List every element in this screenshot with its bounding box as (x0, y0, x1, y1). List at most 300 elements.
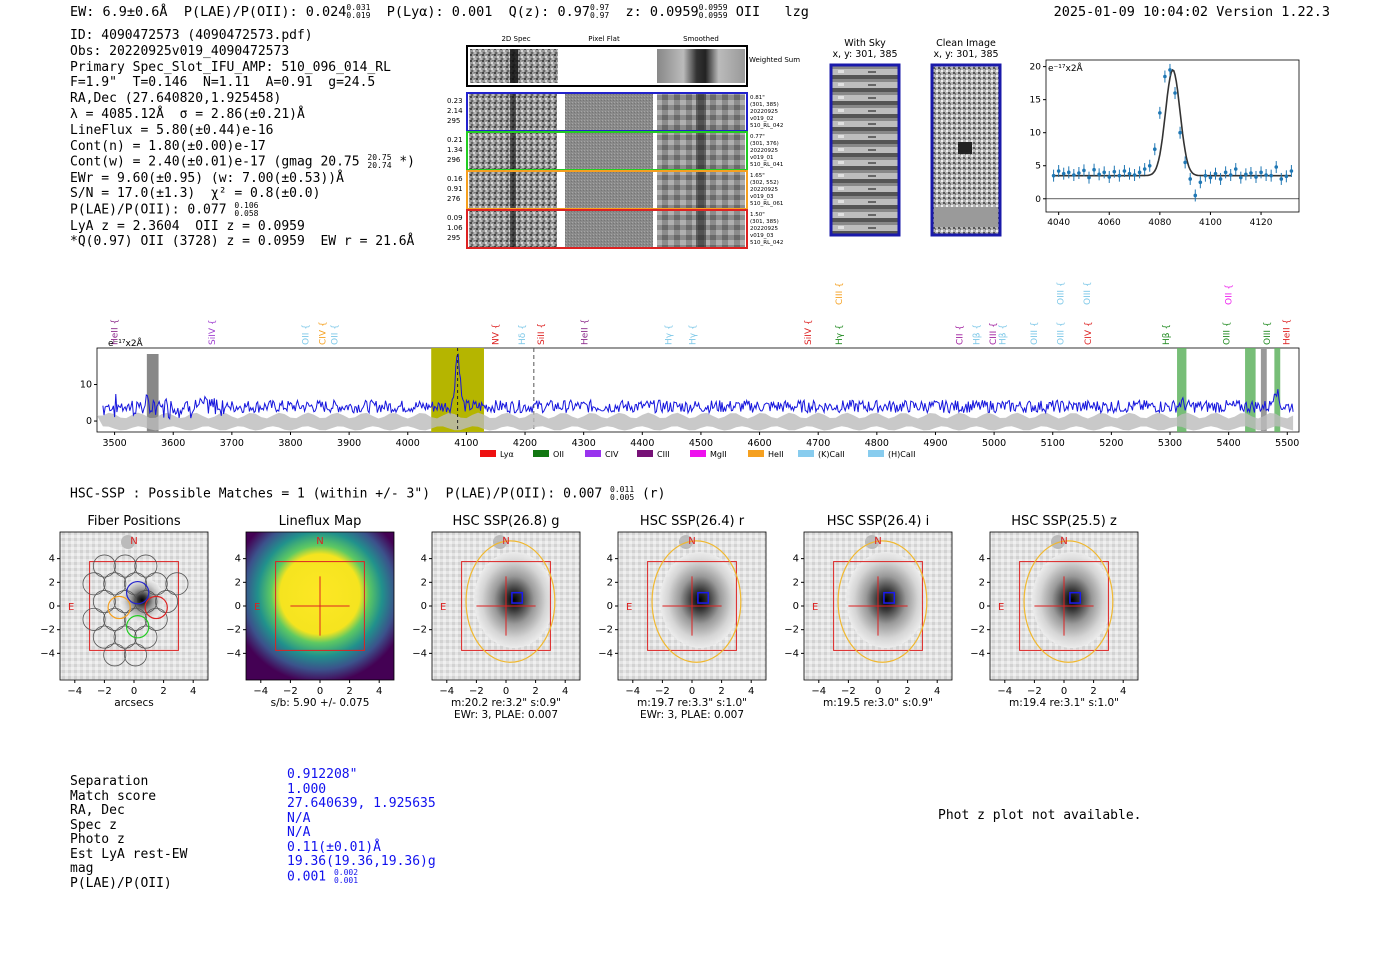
hsc-ytick-label: 4 (606, 553, 613, 565)
plae-line: P(LAE)/P(OII): 0.077 0.106 0.058 (70, 201, 259, 219)
hsc-xtick-label: 0 (1060, 686, 1068, 697)
legend-swatch (748, 450, 764, 457)
spec-xtick-label: 5100 (1040, 438, 1065, 449)
compass-n: N (874, 536, 882, 547)
match-value: 1.000 (287, 781, 327, 797)
cutout-left-label: 0.21 (447, 136, 463, 144)
match-value: 0.001 0.002 0.001 (287, 867, 359, 885)
fit-point (1178, 131, 1182, 135)
spectra-cutouts (440, 30, 800, 255)
spectral-line-label: Hγ { (688, 324, 699, 345)
spec-xtick-label: 4300 (571, 438, 596, 449)
spectral-line-label: OIII { (1222, 321, 1233, 345)
legend-swatch (690, 450, 706, 457)
fit-point (1077, 171, 1081, 175)
hsc-xtick-label: −4 (253, 686, 269, 697)
hsc-xtick-label: −2 (1027, 686, 1042, 697)
hsc-xtick-label: −2 (469, 686, 484, 697)
fit-ytick-label: 0 (1035, 194, 1041, 205)
hsc-xlabel: s/b: 5.90 +/- 0.075 (270, 697, 370, 709)
hsc-xtick-label: −4 (997, 686, 1013, 697)
hsc-xlabel: m:20.2 re:3.2" s:0.9" (451, 697, 561, 709)
fit-ytick-label: 5 (1035, 161, 1041, 172)
contn-line: Cont(n) = 1.80(±0.00)e-17 (70, 138, 266, 154)
hsc-panel-title: HSC SSP(25.5) z (1011, 514, 1117, 529)
cutout-2d-line (510, 211, 516, 247)
cutout-right-label: 510_RL_042 (750, 240, 784, 246)
fit-ytick-label: 20 (1029, 62, 1041, 73)
fit-point (1113, 170, 1117, 174)
spectral-line-label: SiIV { (803, 319, 814, 345)
fit-point (1259, 171, 1263, 175)
hsc-panel-title: HSC SSP(26.4) r (639, 514, 745, 529)
q-line: *Q(0.97) OII (3728) z = 0.0959 EW r = 21.6Å (70, 234, 415, 250)
fit-ytick-label: 10 (1029, 128, 1041, 139)
cutout-left-label: 295 (447, 234, 461, 242)
spec-xtick-label: 4500 (688, 438, 714, 449)
cutout-flat (565, 211, 653, 247)
cutout-smooth-line (696, 133, 706, 169)
spectral-line-label: HeII { (110, 318, 121, 345)
compass-n: N (688, 536, 696, 547)
hsc-xtick-label: −2 (97, 686, 112, 697)
lambda-line: λ = 4085.12Å σ = 2.86(±0.21)Å (70, 106, 305, 122)
legend-swatch (868, 450, 884, 457)
cutout-right-label: (301, 385) (750, 219, 779, 225)
detection-info (70, 28, 415, 250)
fit-point (1199, 180, 1203, 184)
fit-point (1214, 172, 1218, 176)
compass-e: E (812, 602, 819, 613)
spectral-line-label: OIII { (1056, 321, 1067, 345)
spec-xtick-label: 4200 (512, 438, 538, 449)
hsc-ytick-label: 0 (234, 601, 241, 612)
fit-point (1102, 171, 1106, 175)
spectral-line-label: NV { (491, 323, 502, 345)
hsc-panel (40, 514, 208, 709)
hsc-ytick-label: −2 (784, 624, 799, 636)
spectral-line-label: Hβ { (998, 323, 1009, 345)
spec-ytick-label: 10 (79, 379, 92, 391)
legend-label: (K)CaII (818, 450, 845, 459)
with-sky-title: With Sky x, y: 301, 385 (832, 38, 898, 60)
cutout-flat (565, 94, 653, 130)
hsc-ytick-label: 4 (792, 553, 799, 565)
spectral-line-label: OII { (330, 324, 341, 345)
fit-point (1148, 164, 1152, 168)
spectral-line-label: SiII { (537, 322, 548, 345)
match-value: 27.640639, 1.925635 (287, 796, 436, 811)
sn-line: S/N = 17.0(±1.3) χ² = 0.8(±0.0) (70, 186, 321, 202)
match-value: 0.912208" (287, 767, 358, 782)
galaxy-blob (846, 552, 926, 648)
cutout-right-label: 20220925 (750, 148, 778, 154)
compass-e: E (68, 602, 75, 613)
fit-point (1193, 194, 1197, 198)
hsc-caption: EWr: 3, PLAE: 0.007 (639, 709, 745, 721)
legend-swatch (533, 450, 549, 457)
cutout-flat (565, 172, 653, 208)
hsc-panel (226, 514, 394, 709)
hsc-ytick-label: −4 (598, 648, 613, 660)
legend-swatch (585, 450, 601, 457)
weighted-sum-label: Weighted Sum (749, 56, 801, 64)
spectral-line-label: Hγ { (664, 324, 675, 345)
lineflux-line: LineFlux = 5.80(±0.44)e-16 (70, 122, 274, 138)
timestamp-version: 2025-01-09 10:04:02 Version 1.22.3 (1053, 4, 1330, 20)
fit-point (1153, 147, 1157, 151)
fit-point (1062, 172, 1066, 176)
hsc-ytick-label: 2 (606, 577, 613, 589)
cutout-left-label: 2.14 (447, 107, 463, 115)
fit-xtick-label: 4040 (1047, 218, 1071, 228)
match-label: Photo z (70, 832, 125, 847)
hsc-ytick-label: 4 (420, 553, 427, 565)
fit-point (1133, 173, 1137, 177)
hsc-panel (784, 514, 952, 709)
fit-point (1168, 68, 1172, 72)
hsc-ytick-label: −2 (412, 624, 427, 636)
hsc-xtick-label: −4 (625, 686, 641, 697)
spectral-line-label: OIII { (1029, 321, 1040, 345)
compass-n: N (316, 536, 324, 547)
spectral-line-label: OII { (301, 324, 312, 345)
spectral-line-label: SiIV { (207, 319, 218, 345)
spectral-line-label: Hγ { (835, 324, 846, 345)
spectral-line-label: Hβ { (1162, 323, 1173, 345)
hsc-ytick-label: −2 (598, 624, 613, 636)
hsc-caption: EWr: 3, PLAE: 0.007 (453, 709, 559, 721)
spec-xtick-label: 5500 (1275, 438, 1300, 449)
hsc-xtick-label: 4 (934, 686, 941, 697)
full-spectrum-chart (70, 275, 1310, 465)
spectral-line-label: HeII { (580, 318, 591, 345)
cutout-right-label: (301, 376) (750, 141, 779, 147)
match-value: 0.11(±0.01)Å (287, 839, 381, 855)
fit-point (1269, 174, 1273, 178)
cutout-right-label: 20220925 (750, 187, 778, 193)
hsc-panel (598, 514, 766, 721)
cutout-right-label: v019_03 (750, 233, 774, 239)
hsc-panel (970, 514, 1138, 709)
spectral-line-label: HeII { (1282, 318, 1293, 345)
hsc-xlabel: m:19.5 re:3.0" s:0.9" (823, 697, 933, 709)
hsc-xtick-label: 2 (718, 686, 725, 697)
cutout-left-label: 0.91 (447, 185, 463, 193)
clean-image-title: Clean Image x, y: 301, 385 (933, 38, 999, 60)
match-label: Spec z (70, 817, 117, 833)
cutout-2d-line (510, 172, 516, 208)
fit-point (1279, 177, 1283, 181)
hsc-ytick-label: 2 (420, 577, 427, 589)
cutout-right-label: 510_RL_041 (750, 162, 784, 168)
fit-point (1274, 165, 1278, 169)
hsc-ytick-label: −2 (226, 624, 241, 636)
cutout-right-label: v019_02 (750, 116, 774, 122)
hsc-xtick-label: −2 (841, 686, 856, 697)
cutout-left-label: 295 (447, 117, 461, 125)
spec-xtick-label: 5200 (1099, 438, 1124, 449)
legend-swatch (637, 450, 653, 457)
hsc-xtick-label: −2 (655, 686, 670, 697)
fit-point (1158, 111, 1162, 115)
hsc-xtick-label: 4 (562, 686, 569, 697)
spectral-line-label: Hδ { (517, 324, 528, 345)
legend-label: (H)CaII (888, 450, 916, 459)
hsc-xtick-label: 0 (316, 686, 324, 697)
col-title-flat: Pixel Flat (588, 35, 620, 43)
hsc-ytick-label: 2 (48, 577, 55, 589)
fit-xtick-label: 4080 (1148, 218, 1172, 228)
cutout-smooth-line (696, 211, 706, 247)
spectral-line-label: CII { (955, 324, 966, 345)
obs-line: Obs: 20220925v019_4090472573 (70, 43, 290, 59)
hsc-xtick-label: 2 (346, 686, 353, 697)
contw-line: Cont(w) = 2.40(±0.01)e-17 (gmag 20.75 20.75 20.74 *) (70, 153, 415, 171)
spec-xtick-label: 5400 (1216, 438, 1241, 449)
legend-label: CIV (605, 450, 619, 459)
hsc-ytick-label: 2 (792, 577, 799, 589)
fit-point (1183, 161, 1187, 165)
spec-xtick-label: 5000 (982, 438, 1007, 449)
match-label: Match score (70, 788, 157, 804)
cutout-smooth-line (696, 172, 706, 208)
hsc-xtick-label: −4 (811, 686, 827, 697)
match-label: Est LyA rest-EW (70, 846, 188, 862)
col-title-2d: 2D Spec (501, 35, 531, 43)
fit-point (1204, 174, 1208, 178)
lya-z-line: LyA z = 2.3604 OII z = 0.0959 (70, 218, 305, 234)
cutout-left-label: 0.16 (447, 175, 463, 183)
fit-point (1082, 169, 1086, 173)
hsc-ytick-label: 0 (420, 601, 427, 612)
legend-label: OII (553, 450, 565, 459)
spec-xtick-label: 4800 (864, 438, 889, 449)
hsc-xtick-label: 0 (688, 686, 696, 697)
cutout-right-label: 0.81" (750, 95, 765, 101)
hsc-ytick-label: 2 (234, 577, 241, 589)
match-label: RA, Dec (70, 803, 125, 818)
fit-point (1057, 169, 1061, 173)
summary-header: EW: 6.9±0.6Å P(LAE)/P(OII): 0.0240.031 0.019 P(Lyα): 0.001 Q(z): 0.970.97 0.97 z: 0.09590.0959 0.0959 OII lzg (70, 3, 809, 20)
spec-ytick-label: 0 (85, 416, 92, 428)
hsc-xtick-label: −2 (283, 686, 298, 697)
legend-label: MgII (710, 450, 727, 459)
fit-point (1249, 171, 1253, 175)
fit-point (1087, 176, 1091, 180)
compass-n: N (502, 536, 510, 547)
galaxy-blob (1032, 552, 1112, 648)
cutout-left-label: 276 (447, 195, 461, 203)
fit-point (1092, 168, 1096, 172)
spec-xtick-label: 5300 (1157, 438, 1183, 449)
cutout-right-label: 1.65" (750, 173, 765, 179)
fit-point (1067, 171, 1071, 175)
hsc-ytick-label: −4 (970, 648, 985, 660)
spec-xtick-label: 4900 (923, 438, 948, 449)
id-line: ID: 4090472573 (4090472573.pdf) (70, 28, 313, 43)
spectral-line-label: OII { (1224, 284, 1235, 305)
fit-point (1118, 174, 1122, 178)
cutout-right-label: 510_RL_061 (750, 201, 784, 207)
radec-line: RA,Dec (27.640820,1.925458) (70, 91, 282, 107)
spec-xtick-label: 4000 (395, 438, 420, 449)
line-fit-chart (1026, 55, 1306, 235)
hsc-panel-title: Lineflux Map (278, 514, 362, 529)
cutout-2d-line (510, 133, 516, 169)
params-line: F=1.9" T=0.146 N=1.11 A=0.91 g=24.5 (70, 75, 376, 91)
sky-images (828, 62, 1008, 238)
fit-point (1097, 173, 1101, 177)
legend-label: CIII (657, 450, 670, 459)
hsc-ytick-label: −2 (40, 624, 55, 636)
cutout-left-label: 296 (447, 156, 461, 164)
hsc-xtick-label: 4 (376, 686, 383, 697)
fit-point (1123, 169, 1127, 173)
match-label: mag (70, 861, 94, 876)
fit-point (1239, 176, 1243, 180)
hsc-ytick-label: −4 (412, 648, 427, 660)
cutout-right-label: 1.50" (750, 212, 765, 218)
hsc-xtick-label: 0 (502, 686, 510, 697)
match-label: P(LAE)/P(OII) (70, 875, 172, 891)
fit-point (1163, 75, 1167, 79)
cutout-right-label: 20220925 (750, 226, 778, 232)
fit-unit-label: e⁻¹⁷x2Å (1048, 64, 1083, 74)
fit-point (1229, 173, 1233, 177)
fit-point (1128, 172, 1132, 176)
legend-swatch (798, 450, 814, 457)
galaxy-blob (474, 552, 554, 648)
spectral-line-label: CIV { (318, 321, 329, 345)
spec-xtick-label: 3900 (337, 438, 362, 449)
spec-xtick-label: 3500 (102, 438, 127, 449)
match-value: N/A (287, 825, 311, 840)
primary-line: Primary Spec_Slot_IFU_AMP: 510_096_014_RL (70, 59, 391, 75)
fit-point (1138, 171, 1142, 175)
fit-point (1173, 91, 1177, 95)
legend-swatch (480, 450, 496, 457)
hsc-ytick-label: 4 (978, 553, 985, 565)
cutout-right-label: 20220925 (750, 109, 778, 115)
spectral-line-label: OIII { (1082, 281, 1093, 305)
hsc-xtick-label: 0 (874, 686, 882, 697)
cutout-left-label: 0.23 (447, 97, 463, 105)
compass-e: E (440, 602, 447, 613)
match-value: N/A (287, 810, 311, 826)
spec-xtick-label: 3700 (219, 438, 244, 449)
fit-point (1188, 177, 1192, 181)
fit-xtick-label: 4120 (1249, 218, 1273, 228)
fit-point (1143, 167, 1147, 171)
hsc-ytick-label: 0 (792, 601, 799, 612)
compass-n: N (1060, 536, 1068, 547)
hsc-xlabel: m:19.4 re:3.1" s:1.0" (1009, 697, 1119, 709)
match-value: 19.36(19.36,19.36)g (287, 854, 436, 869)
spec-xtick-label: 4400 (630, 438, 655, 449)
fit-point (1219, 177, 1223, 181)
cutout-smooth-line (696, 94, 706, 130)
fit-point (1285, 175, 1289, 179)
spec-xtick-label: 3600 (161, 438, 186, 449)
cutout-left-label: 0.09 (447, 214, 463, 222)
fit-point (1209, 176, 1213, 180)
hsc-xtick-label: 2 (1090, 686, 1097, 697)
spectral-line-label: CIV { (1084, 321, 1095, 345)
photz-message: Phot z plot not available. (938, 808, 1142, 823)
ewr-line: EWr = 9.60(±0.95) (w: 7.00(±0.53))Å (70, 170, 344, 186)
spec-xtick-label: 3800 (278, 438, 303, 449)
cutout-left-label: 1.34 (447, 146, 463, 154)
hsc-ytick-label: −4 (784, 648, 799, 660)
cutout-right-label: (301, 385) (750, 102, 779, 108)
hsc-xtick-label: −4 (67, 686, 83, 697)
fit-point (1224, 171, 1228, 175)
legend-label: Lyα (500, 450, 514, 459)
spectral-line-label: OIII { (1056, 281, 1067, 305)
hsc-panel (412, 514, 580, 721)
cutout-right-label: 0.77" (750, 134, 765, 140)
fit-point (1072, 173, 1076, 177)
hsc-ytick-label: 0 (978, 601, 985, 612)
cutout-right-label: v019_03 (750, 194, 774, 200)
fit-ytick-label: 15 (1029, 95, 1041, 106)
cutout-left-label: 1.06 (447, 224, 463, 232)
compass-e: E (998, 602, 1005, 613)
spectral-line-label: Hβ { (972, 323, 983, 345)
hsc-panel-title: HSC SSP(26.8) g (452, 514, 560, 529)
cutout-2d-line (510, 94, 516, 130)
hsc-panels (40, 508, 1160, 728)
spec-xtick-label: 4600 (747, 438, 772, 449)
fit-point (1052, 174, 1056, 178)
fit-point (1254, 175, 1258, 179)
compass-n: N (130, 536, 138, 547)
hsc-xtick-label: 0 (130, 686, 138, 697)
hsc-summary: HSC-SSP : Possible Matches = 1 (within +/- 3") P(LAE)/P(OII): 0.007 0.011 0.005 (r) (70, 485, 666, 502)
col-title-smooth: Smoothed (683, 35, 719, 43)
legend-label: HeII (768, 450, 784, 459)
compass-e: E (626, 602, 633, 613)
fit-point (1234, 167, 1238, 171)
hsc-ytick-label: 4 (234, 553, 241, 565)
hsc-panel-title: Fiber Positions (87, 514, 181, 529)
hsc-xtick-label: 2 (904, 686, 911, 697)
hsc-panel-title: HSC SSP(26.4) i (826, 514, 930, 529)
hsc-xtick-label: 4 (748, 686, 755, 697)
hsc-xtick-label: 2 (160, 686, 167, 697)
galaxy-blob (660, 552, 740, 648)
cutout-right-label: v019_01 (750, 155, 774, 161)
hsc-ytick-label: 0 (48, 601, 55, 612)
fit-xtick-label: 4060 (1097, 218, 1121, 228)
fit-point (1290, 169, 1294, 173)
fit-point (1244, 173, 1248, 177)
hsc-ytick-label: −4 (226, 648, 241, 660)
hsc-xlabel: m:19.7 re:3.3" s:1.0" (637, 697, 747, 709)
hsc-ytick-label: 4 (48, 553, 55, 565)
compass-e: E (254, 602, 261, 613)
spectral-line-label: CIII { (835, 282, 846, 305)
hsc-xtick-label: 4 (1120, 686, 1127, 697)
cutout-right-label: 510_RL_042 (750, 123, 784, 129)
hsc-xlabel: arcsecs (114, 697, 154, 709)
hsc-ytick-label: −2 (970, 624, 985, 636)
spec-xtick-label: 4700 (806, 438, 831, 449)
hsc-ytick-label: 0 (606, 601, 613, 612)
spectral-line-label: OIII { (1263, 321, 1274, 345)
spectral-line-label: CIII { (989, 322, 1000, 345)
